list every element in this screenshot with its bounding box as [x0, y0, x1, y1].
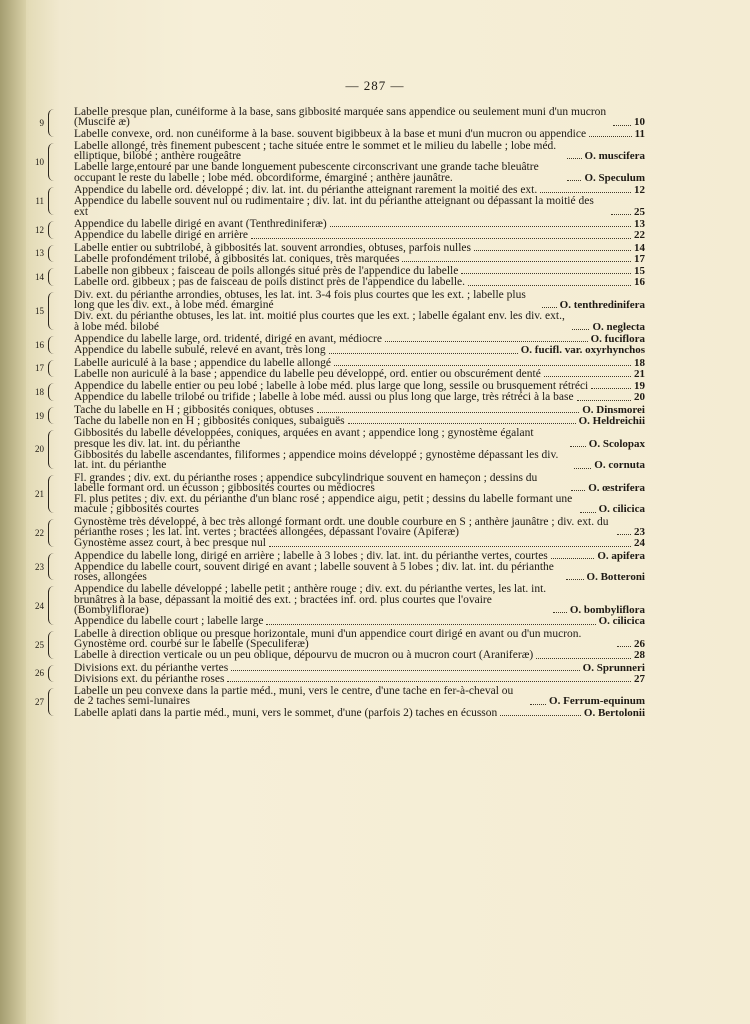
entry-target: O. apifera	[597, 549, 645, 562]
key-couplet	[30, 185, 645, 217]
key-entry	[74, 663, 645, 673]
binding-shadow	[0, 0, 26, 1024]
couplet-number: 22	[35, 527, 44, 538]
entry-text: Gynostème très développé, à bec très allongé formant ordt. une double courbure en S ; anthère jaunâtre ; div. ext. du périanthe roses ; les lat. int. vertes ; bractées allongées, dépassant l'ovaire (Apiferæ)	[74, 515, 609, 538]
couplet-number: 14	[35, 271, 44, 282]
couplet-number: 16	[35, 339, 44, 350]
entry-text: Gynostème assez court, à bec presque nul	[74, 537, 266, 550]
entry-text: Appendice du labelle court ; labelle large	[74, 615, 264, 628]
entry-target: O. Scolopax	[588, 437, 645, 450]
entry-text: Appendice du labelle large, ord. tridenté, dirigé en avant, médiocre	[74, 332, 382, 345]
entry-target: 27	[634, 672, 645, 685]
key-entry	[74, 538, 645, 548]
leader-dots	[251, 237, 631, 239]
leader-dots	[329, 352, 518, 354]
leader-dots	[553, 611, 567, 613]
couplet-brace	[48, 268, 54, 286]
key-couplet	[30, 584, 645, 626]
key-couplet	[30, 473, 645, 515]
key-entry	[74, 185, 645, 195]
key-entry	[74, 311, 645, 332]
entry-target: 11	[634, 127, 645, 140]
couplet-number: 26	[35, 668, 44, 679]
key-entry	[74, 494, 645, 515]
key-entry	[74, 254, 645, 264]
entry-target: 12	[634, 184, 645, 197]
entry-text: Appendice du labelle dirigé en avant (Tenthrediniferæ)	[74, 217, 327, 230]
key-entry	[74, 616, 645, 626]
key-entry	[74, 381, 645, 391]
entry-text: Fl. grandes ; div. ext. du périanthe roses ; appendice subcylindrique souvent en hameçon ; dessins du labelle formant ord. un écusson ; gibbosités courtes ou médiocres	[74, 471, 538, 494]
key-entry	[74, 392, 645, 402]
couplet-brace	[48, 430, 54, 468]
key-entry	[74, 107, 645, 128]
leader-dots	[551, 557, 595, 559]
entry-target: O. bombyliflora	[569, 604, 645, 617]
leader-dots	[330, 225, 631, 227]
couplet-number: 20	[35, 444, 44, 455]
entry-target: O. Dinsmorei	[582, 403, 645, 416]
key-couplet	[30, 266, 645, 288]
leader-dots	[617, 533, 631, 535]
entry-text: Divisions ext. du périanthe roses	[74, 672, 225, 685]
leader-dots	[567, 157, 582, 159]
entry-target: 19	[634, 380, 645, 393]
key-entry	[74, 345, 645, 355]
leader-dots	[385, 340, 588, 342]
key-entry	[74, 141, 645, 162]
leader-dots	[500, 714, 581, 716]
entry-text: Fl. plus petites ; div. ext. du périanthe d'un blanc rosé ; appendice aigu, petit ; dessins du labelle formant une macule ; gibbosités courtes	[74, 493, 573, 516]
leader-dots	[348, 422, 576, 424]
entry-target: O. cilicica	[598, 615, 645, 628]
key-entry	[74, 708, 645, 718]
entry-text: Labelle profondément trilobé, à gibbosités lat. coniques, très marquées	[74, 252, 400, 265]
couplet-brace	[48, 245, 54, 263]
entry-target: O. tenthredinifera	[559, 299, 645, 312]
entry-target: 26	[634, 637, 645, 650]
key-entry	[74, 405, 645, 415]
key-entry	[74, 551, 645, 561]
entry-text: Labelle un peu convexe dans la partie méd., muni, vers le centre, d'une tache en fer-à-cheval ou de 2 taches semi-lunaires	[74, 685, 514, 708]
couplet-number: 27	[35, 697, 44, 708]
entry-target: O. fucifl. var. oxyrhynchos	[520, 344, 645, 357]
entry-target: 21	[634, 367, 645, 380]
key-couplet	[30, 107, 645, 139]
couplet-number: 23	[35, 561, 44, 572]
key-entry	[74, 650, 645, 660]
leader-dots	[530, 703, 546, 705]
leader-dots	[591, 387, 631, 389]
couplet-number: 21	[35, 488, 44, 499]
entry-target: O. Botteroni	[586, 571, 645, 584]
leader-dots	[468, 284, 631, 286]
leader-dots	[580, 511, 596, 513]
leader-dots	[589, 135, 632, 137]
couplet-brace	[48, 221, 54, 239]
leader-dots	[402, 260, 631, 262]
entry-text: Labelle non gibbeux ; faisceau de poils allongés situé près de l'appendice du labelle	[74, 265, 459, 278]
entry-target: 15	[634, 265, 645, 278]
key-couplet	[30, 381, 645, 403]
entry-text: Labelle large,entouré par une bande longuement pubescente circonscrivant une grande tache bleuâtre occupant le reste du labelle ; lobe méd. obcordiforme, émarginé ; anthère jaunâtre.	[74, 161, 539, 184]
leader-dots	[572, 328, 589, 330]
key-couplet	[30, 405, 645, 427]
key-entry	[74, 450, 645, 471]
key-entry	[74, 562, 645, 583]
entry-text: Div. ext. du périanthe arrondies, obtuses, les lat. int. 3-4 fois plus courtes que les ext. ; labelle plus long que les div. ext., à lobe méd. émarginé	[74, 288, 526, 312]
leader-dots	[536, 657, 631, 659]
entry-text: Tache du labelle en H ; gibbosités coniques, obtuses	[74, 403, 314, 416]
key-entry	[74, 162, 645, 183]
couplet-number: 12	[35, 224, 44, 235]
entry-text: Appendice du labelle ord. développé ; div. lat. int. du périanthe atteignant rarement la moitié des ext.	[74, 184, 538, 197]
entry-target: 10	[634, 116, 645, 129]
entry-target: 28	[634, 649, 645, 662]
couplet-brace	[48, 109, 54, 137]
entry-target: O. muscifera	[584, 150, 645, 163]
entry-target: 23	[634, 525, 645, 538]
entry-text: Labelle non auriculé à la base ; appendice du labelle peu développé, ord. entier ou obscurément denté	[74, 367, 541, 380]
couplet-brace	[48, 688, 54, 716]
key-entry	[74, 196, 645, 217]
couplet-number: 10	[35, 156, 44, 167]
couplet-number: 11	[35, 196, 44, 207]
key-entry	[74, 428, 645, 449]
couplet-brace	[48, 187, 54, 215]
leader-dots	[540, 191, 631, 193]
entry-text: Appendice du labelle long, dirigé en arrière ; labelle à 3 lobes ; div. lat. int. du périanthe vertes, courtes	[74, 549, 548, 562]
key-entry	[74, 416, 645, 426]
couplet-number: 25	[35, 639, 44, 650]
key-entry	[74, 243, 645, 253]
identification-key	[30, 107, 645, 720]
entry-target: 14	[634, 241, 645, 254]
couplet-brace	[48, 336, 54, 354]
key-entry	[74, 290, 645, 311]
entry-text: Gibbosités du labelle ascendantes, filiformes ; appendice moins développé ; gynostème dépassant les div. lat. int. du périanthe	[74, 448, 559, 472]
key-entry	[74, 334, 645, 344]
leader-dots	[461, 272, 631, 274]
entry-target: 25	[634, 205, 645, 218]
couplet-number: 19	[35, 410, 44, 421]
leader-dots	[611, 213, 631, 215]
leader-dots	[542, 306, 556, 308]
key-couplet	[30, 358, 645, 380]
key-couplet	[30, 663, 645, 685]
key-couplet	[30, 551, 645, 583]
key-couplet	[30, 629, 645, 661]
leader-dots	[474, 249, 631, 251]
key-couplet	[30, 686, 645, 718]
entry-target: 22	[634, 229, 645, 242]
entry-text: Labelle à direction oblique ou presque horizontale, muni d'un appendice court dirigé en avant ou d'un mucron. Gynostème ord. courbé sur le labelle (Speculiferæ)	[74, 627, 582, 650]
entry-target: O. Speculum	[584, 171, 645, 184]
key-entry	[74, 219, 645, 229]
leader-dots	[570, 445, 586, 447]
leader-dots	[231, 669, 579, 671]
key-entry	[74, 358, 645, 368]
couplet-brace	[48, 475, 54, 513]
couplet-brace	[48, 383, 54, 401]
couplet-brace	[48, 586, 54, 624]
leader-dots	[617, 645, 631, 647]
couplet-brace	[48, 360, 54, 378]
entry-target: O. neglecta	[592, 320, 645, 333]
couplet-brace	[48, 665, 54, 683]
entry-target: O. Heldreichii	[578, 415, 645, 428]
leader-dots	[334, 364, 631, 366]
leader-dots	[317, 411, 580, 413]
entry-text: Appendice du labelle souvent nul ou rudimentaire ; div. lat. int du périanthe atteignant ou dépassant la moitié des ext	[74, 195, 594, 218]
couplet-brace	[48, 631, 54, 659]
entry-text: Appendice du labelle subulé, relevé en avant, très long	[74, 344, 326, 357]
key-entry	[74, 129, 645, 139]
key-entry	[74, 674, 645, 684]
entry-text: Labelle convexe, ord. non cunéiforme à la base. souvent bigibbeux à la base et muni d'un mucron ou appendice	[74, 127, 587, 140]
entry-text: Div. ext. du périanthe obtuses, les lat. int. moitié plus courtes que les ext. ; labelle égalant env. les div. ext., à lobe méd. bilobé	[74, 310, 565, 333]
leader-dots	[567, 179, 581, 181]
entry-target: O. Ferrum-equinum	[549, 695, 645, 708]
entry-target: 24	[634, 537, 645, 550]
page-number: — 287 —	[345, 78, 405, 93]
key-entry	[74, 517, 645, 538]
couplet-brace	[48, 143, 54, 181]
entry-text: Appendice du labelle entier ou peu lobé ; labelle à lobe méd. plus large que long, sessile ou brusquement rétréci	[74, 380, 589, 393]
entry-target: 13	[634, 217, 645, 230]
couplet-brace	[48, 407, 54, 425]
couplet-number: 13	[35, 248, 44, 259]
entry-target: O. cilicica	[598, 503, 645, 516]
key-entry	[74, 686, 645, 707]
leader-dots	[227, 680, 631, 682]
leader-dots	[544, 375, 631, 377]
leader-dots	[577, 399, 631, 401]
key-entry	[74, 584, 645, 615]
entry-text: Labelle à direction verticale ou un peu oblique, dépourvu de mucron ou à mucron court (Araniferæ)	[74, 649, 534, 662]
entry-target: 18	[634, 356, 645, 369]
entry-target: O. Sprunneri	[582, 661, 645, 674]
entry-text: Labelle presque plan, cunéiforme à la base, sans gibbosité marquée sans appendice ou seulement muni d'un mucron (Muscife æ)	[74, 106, 607, 129]
key-couplet	[30, 243, 645, 265]
key-couplet	[30, 517, 645, 549]
entry-text: Tache du labelle non en H ; gibbosités coniques, subaiguës	[74, 415, 345, 428]
leader-dots	[574, 467, 591, 469]
couplet-number: 17	[35, 363, 44, 374]
entry-text: Appendice du labelle court, souvent dirigé en avant ; labelle souvent à 5 lobes ; div. lat. int. du périanthe roses, allongées	[74, 560, 554, 584]
key-couplet	[30, 290, 645, 332]
entry-target: 17	[634, 252, 645, 265]
leader-dots	[266, 623, 595, 625]
entry-text: Appendice du labelle dirigé en arrière	[74, 229, 249, 242]
key-entry	[74, 230, 645, 240]
key-couplet	[30, 428, 645, 470]
couplet-brace	[48, 519, 54, 547]
entry-text: Appendice du labelle trilobé ou trifide ; labelle à lobe méd. aussi ou plus long que large, très rétréci à la base	[74, 391, 574, 404]
key-couplet	[30, 334, 645, 356]
entry-text: Appendice du labelle développé ; labelle petit ; anthère rouge ; div. ext. du périanthe vertes, les lat. int. brunâtres à la base, dépassant la moitié des ext. ; bractées inf. ord. plus courtes que l'ovaire (Bombyliflorae)	[74, 583, 547, 617]
key-entry	[74, 369, 645, 379]
entry-target: O. fuciflora	[590, 332, 645, 345]
entry-target: O. cornuta	[594, 459, 645, 472]
entry-target: 20	[634, 391, 645, 404]
couplet-brace	[48, 553, 54, 581]
entry-text: Labelle entier ou subtrilobé, à gibbosités lat. souvent arrondies, obtuses, parfois nulles	[74, 241, 471, 254]
couplet-number: 18	[35, 386, 44, 397]
leader-dots	[571, 489, 585, 491]
couplet-number: 24	[35, 600, 44, 611]
key-couplet	[30, 141, 645, 183]
key-entry	[74, 473, 645, 494]
entry-text: Labelle auriculé à la base ; appendice du labelle allongé	[74, 356, 332, 369]
key-couplet	[30, 219, 645, 241]
entry-text: Labelle ord. gibbeux ; pas de faisceau de poils distinct près de l'appendice du labelle.	[74, 276, 466, 289]
entry-target: 16	[634, 276, 645, 289]
key-entry	[74, 277, 645, 287]
entry-text: Labelle allongé, très finement pubescent ; tache située entre le sommet et le milieu du labelle ; lobe méd. elliptique, bilobé ; anthère rougeâtre	[74, 139, 557, 163]
couplet-number: 15	[35, 305, 44, 316]
couplet-number: 9	[39, 117, 44, 128]
leader-dots	[269, 545, 631, 547]
leader-dots	[613, 124, 631, 126]
leader-dots	[566, 578, 584, 580]
entry-text: Divisions ext. du périanthe vertes	[74, 661, 229, 674]
entry-text: Gibbosités du labelle développées, coniques, arquées en avant ; appendice long ; gynostème égalant presque les div. lat. int. du périanthe	[74, 427, 534, 450]
entry-target: O. œstrifera	[588, 481, 645, 494]
entry-target: O. Bertolonii	[583, 706, 645, 719]
entry-text: Labelle aplati dans la partie méd., muni, vers le sommet, d'une (parfois 2) taches en écusson	[74, 706, 498, 719]
key-entry	[74, 266, 645, 276]
key-entry	[74, 629, 645, 650]
couplet-brace	[48, 292, 54, 330]
